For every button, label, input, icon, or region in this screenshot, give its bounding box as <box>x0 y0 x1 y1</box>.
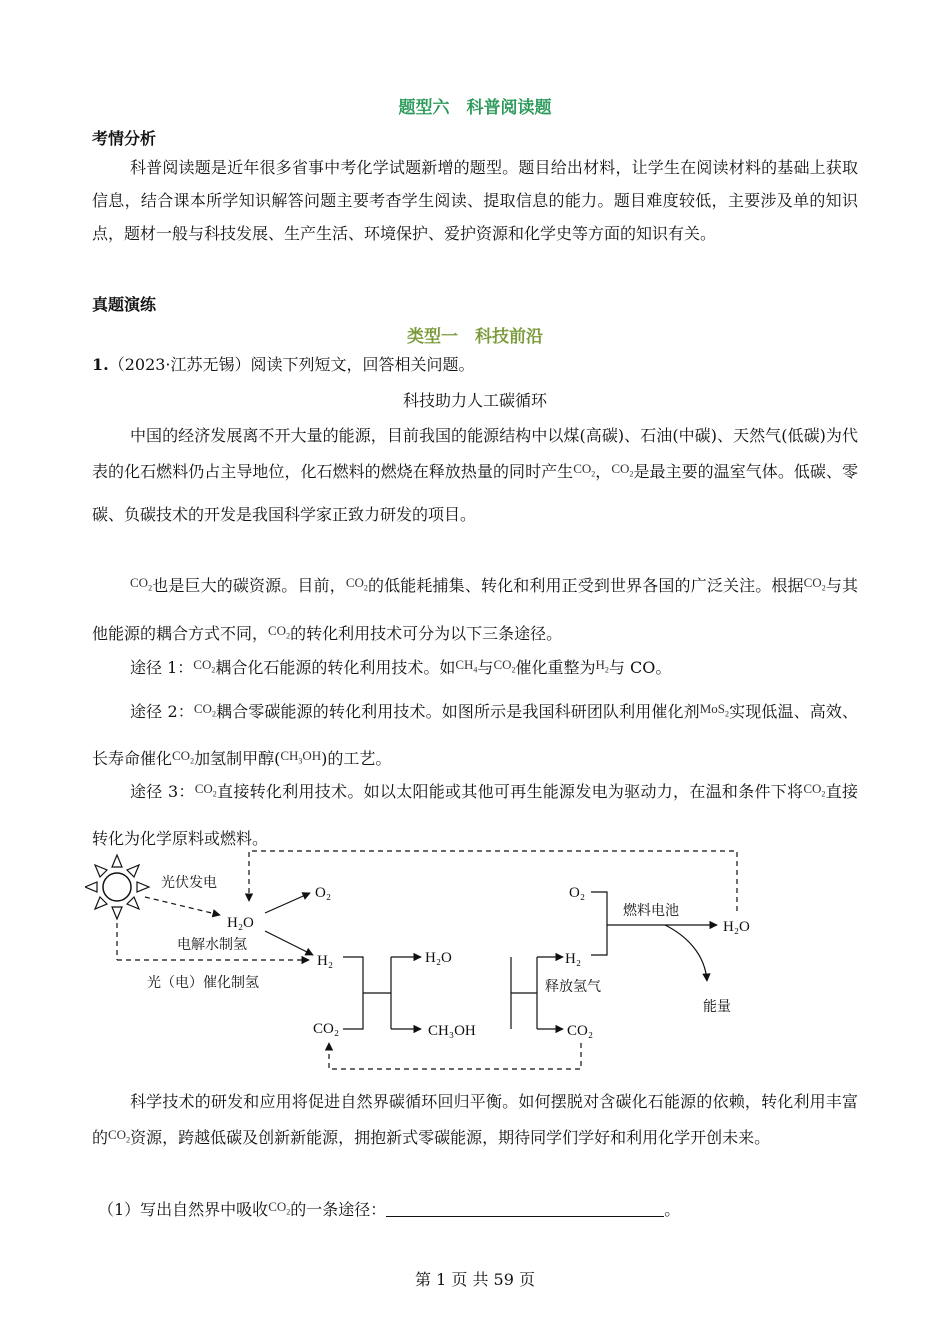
route2-text-d: 加氢制甲醇( <box>194 748 281 768</box>
pv-label: 光伏发电 <box>161 875 217 891</box>
reactants-bracket <box>343 957 363 1029</box>
diagram-h2o-left: H₂O <box>227 915 254 931</box>
formula-co2: CO2 <box>803 575 826 593</box>
pv-arrow <box>145 897 220 915</box>
process-diagram <box>85 845 755 1075</box>
type-heading: 类型一 科技前沿 <box>407 327 543 347</box>
p2-text-b: 的低能耗捕集、转化和利用正受到世界各国的广泛关注。根据 <box>367 576 804 595</box>
formula-co2: CO2 <box>268 622 291 641</box>
page-footer: 第 1 页 共 59 页 <box>415 1270 535 1289</box>
question-number: 1. <box>92 355 109 374</box>
sub1-text-c: 。 <box>664 1200 681 1219</box>
sun-icon <box>85 855 149 919</box>
article-conclusion <box>92 1084 858 1163</box>
water-recycle-loop <box>249 851 737 911</box>
diagram-h2-left: H₂ <box>317 953 334 969</box>
analysis-paragraph: 科普阅读题是近年很多省事中考化学试题新增的题型。题目给出材料，让学生在阅读材料的基础上获取信息，结合课本所学知识解答问题主要考杳学生阅读、提取信息的能力。题目难度较低，主要涉及单的知识点，题材一般与科技发展、生产生活、环境保护、爱护资源和化学史等方面的知识有关。 <box>92 158 858 243</box>
release-h2-label: 释放氢气 <box>545 979 601 995</box>
route1-text-d: 催化重整为 <box>515 658 596 677</box>
formula-co2: CO2 <box>493 657 516 675</box>
electrolysis-label: 电解水制氢 <box>177 937 247 953</box>
formula-ch3oh: CH3OH <box>280 747 322 766</box>
diagram-h2o-middle: H₂O <box>425 950 452 966</box>
diagram-o2-left: O₂ <box>315 885 332 901</box>
page-title: 题型六 科普阅读题 <box>398 98 552 118</box>
route-1 <box>92 650 858 693</box>
route1-text-b: 耦合化石能源的转化利用技术。如 <box>215 658 456 677</box>
energy-arrow <box>665 925 707 981</box>
diagram-co2-left: CO₂ <box>313 1021 340 1037</box>
route1-text-a: 途径 1： <box>130 658 194 677</box>
formula-mos2: MoS2 <box>699 701 729 719</box>
route2-text-e: )的工艺。 <box>321 748 392 768</box>
formula-co2: CO2 <box>573 461 596 479</box>
subquestion-1 <box>98 1192 864 1235</box>
question-intro-text: （2023·江苏无锡）阅读下列短文，回答相关问题。 <box>108 355 475 374</box>
article-title: 科技助力人工碳循环 <box>402 391 547 410</box>
formula-co2: CO2 <box>130 575 153 593</box>
p1-text-b: ， <box>595 462 612 481</box>
route3-text-a: 途径 3： <box>130 782 195 801</box>
route1-text-e: 与 CO。 <box>608 658 672 677</box>
route3-text-c: 直接转化为化学原料或燃料。 <box>92 782 858 848</box>
formula-co2: CO2 <box>345 575 368 593</box>
diagram-co2-right: CO₂ <box>567 1023 594 1039</box>
section-heading-analysis: 考情分析 <box>92 129 157 148</box>
answer-blank[interactable] <box>386 1198 664 1217</box>
formula-h2: H2 <box>595 657 609 675</box>
diagram-h2o-right: H₂O <box>723 919 750 935</box>
formula-co2: CO2 <box>108 1127 131 1145</box>
formula-ch4: CH4 <box>455 657 478 675</box>
article-paragraph-2 <box>92 565 858 660</box>
co2-recycle-loop <box>329 1043 581 1069</box>
conclusion-text-b: 资源，跨越低碳及创新新能源，拥抱新式零碳能源，期待同学们学好和利用化学开创未来。 <box>130 1128 771 1147</box>
fuel-cell-label: 燃料电池 <box>623 903 679 919</box>
formula-co2: CO2 <box>803 781 826 799</box>
sub1-text-b: 的一条途径： <box>290 1200 387 1219</box>
o2-arrow <box>265 893 310 913</box>
diagram-o2-right: O₂ <box>569 885 586 901</box>
formula-co2: CO2 <box>193 701 216 719</box>
formula-co2: CO2 <box>611 461 634 479</box>
conclusion-text-a: 科学技术的研发和应用将促进自然界碳循环回归平衡。如何摆脱对含碳化石能源的依赖，转化利用丰富的 <box>92 1092 858 1147</box>
p2-text-c: 与其他能源的耦合方式不同， <box>92 576 858 643</box>
section-heading-practice: 真题演练 <box>92 295 157 314</box>
route2-text-b: 耦合零碳能源的转化利用技术。如图所示是我国科研团队利用催化剂 <box>215 702 700 721</box>
fuel-cell-bracket <box>591 892 607 955</box>
p2-text-d: 的转化利用技术可分为以下三条途径。 <box>290 623 563 643</box>
question-intro <box>92 348 858 381</box>
p1-text-c: 是最主要的温室气体。低碳、零碳、负碳技术的开发是我国科学家正致力研发的项目。 <box>92 462 858 524</box>
diagram-h2-right: H₂ <box>565 951 582 967</box>
energy-label: 能量 <box>703 999 731 1015</box>
route2-text-a: 途径 2： <box>130 702 194 721</box>
formula-co2: CO2 <box>172 747 195 766</box>
p2-text-a: 也是巨大的碳资源。目前， <box>152 576 346 595</box>
route1-text-c: 与 <box>477 658 494 677</box>
formula-co2: CO2 <box>194 781 217 799</box>
p1-text-a: 中国的经济发展离不开大量的能源，目前我国的能源结构中以煤(高碳)、石油(中碳)、天然气(低碳)为代表的化石燃料仍占主导地位，化石燃料的燃烧在释放热量的同时产生 <box>92 426 858 481</box>
formula-co2: CO2 <box>268 1199 291 1217</box>
route3-text-b: 直接转化利用技术。如以太阳能或其他可再生能源发电为驱动力，在温和条件下将 <box>216 782 804 801</box>
photo-label: 光（电）催化制氢 <box>147 975 259 991</box>
sub1-text-a: （1）写出自然界中吸收 <box>98 1200 269 1219</box>
article-paragraph-1 <box>92 418 858 533</box>
diagram-ch3oh: CH₃OH <box>428 1023 476 1039</box>
route2-text-c: 实现低温、高效、长寿命催化 <box>92 702 858 768</box>
electrolysis-arrow <box>265 931 313 955</box>
formula-co2: CO2 <box>193 657 216 675</box>
